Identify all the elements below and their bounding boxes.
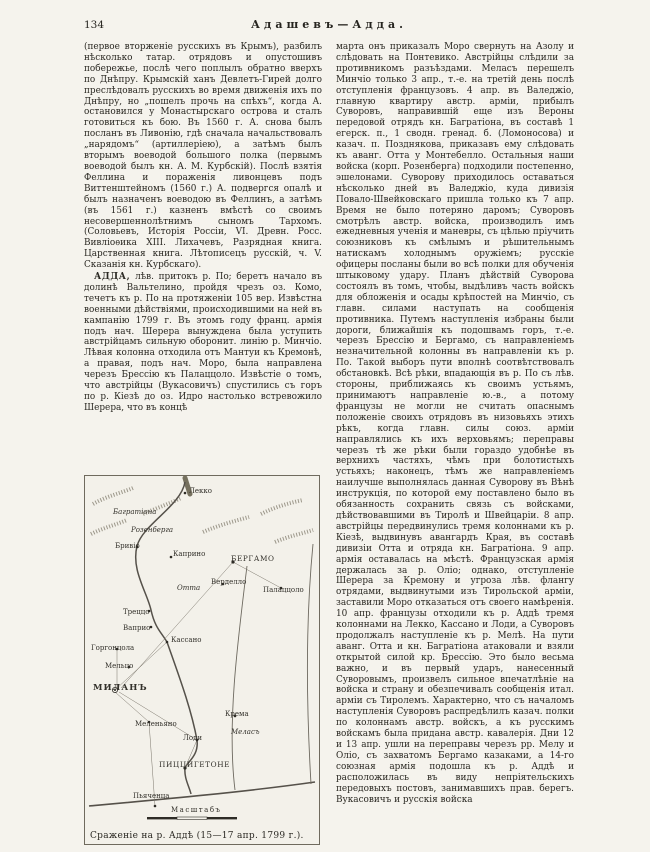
scale-bar — [147, 817, 237, 819]
battle-map-figure — [84, 475, 320, 845]
page-number: 134 — [84, 19, 105, 31]
map-label: БЕРГАМО — [231, 554, 275, 563]
map-label: Треццо — [123, 608, 150, 616]
map-label: Бривіо — [115, 542, 140, 550]
map-label: Багратіона — [113, 508, 157, 516]
river-serio — [232, 566, 247, 790]
river-oglio — [308, 544, 314, 784]
map-label: Ваприо — [123, 624, 151, 632]
map-label: Мельцо — [105, 662, 134, 670]
map-label: Крема — [225, 710, 249, 718]
running-title: Адашевъ—Адда. — [251, 18, 407, 31]
map-label: ПИЦЦИГЕТОНЕ — [159, 760, 231, 769]
battle-map-drawing — [85, 476, 319, 844]
map-label: Горгонцола — [91, 644, 135, 652]
right-column-text — [336, 42, 574, 842]
river-po — [89, 782, 315, 806]
entry-headword: АДДА, — [94, 272, 131, 283]
two-column-text — [84, 42, 574, 845]
left-column-text — [84, 42, 322, 470]
map-label: Каприно — [173, 550, 206, 558]
map-label: Отта — [177, 584, 201, 592]
map-label: Розенберга — [131, 526, 174, 534]
map-label: МИЛАНЪ — [93, 683, 148, 693]
map-label: Пьяченца — [133, 792, 170, 800]
map-label: Масштабъ — [171, 806, 222, 814]
map-caption: Сраженіе на р. Аддѣ (15—17 апр. 1799 г.). — [90, 831, 304, 841]
map-label: Лекко — [189, 487, 212, 495]
map-label: Меласъ — [231, 728, 260, 736]
right-column — [336, 42, 574, 845]
map-label: Палаццоло — [263, 586, 304, 594]
map-label: Верделло — [211, 578, 247, 586]
left-column — [84, 42, 322, 845]
map-label: Кассано — [171, 636, 202, 644]
map-label: Лоди — [183, 734, 203, 742]
running-header — [84, 18, 574, 36]
entry-body: лѣв. притокъ р. По; беретъ начало въ долинѣ Вальтелино, пройдя чрезъ оз. Комо, течетъ къ р. По на протяженіи 105 вер. Извѣстна военными дѣйствіями, происходившими на ней въ кампанію 1799 г. Въ этомъ году франц. армія подъ нач. Шерера вынуждена была уступить австрійцамъ сильную оборонит. линію р. Минчіо. Лѣвая колонна отходила отъ Мантуи къ Кремонѣ, а правая, подъ нач. Моро, была направлена черезъ Брессію къ Палаццоло. Извѣстіе о томъ, что австрійцы (Вукасовичъ) спустились съ горъ по р. Кіезѣ до оз. Идро настолько встревожило Шерера, что въ концѣ — [84, 272, 322, 413]
paragraph-adda-entry — [84, 272, 322, 414]
paragraph-adda-campaign: марта онъ приказалъ Моро свернуть на Азолу и слѣдовать на Понтевико. Австрійцы слѣдили за противникомъ разъѣздами. Меласъ перешелъ Минчіо только 3 апр., т.-е. на третій день послѣ отступленія французовъ. 4 апр. въ Валеджіо, главную квартиру австр. арміи, прибылъ Суворовъ, направившій еще изъ Вероны передовой отрядъ кн. Багратіона, въ составѣ 1 егерск. п., 1 сводн. гренад. б. (Ломоносова) и казач. п. Позднякова, приказавъ ему слѣдовать къ аванг. Отта у Монтебелло. Остальныя наши войска (корп. Розенберга) подходили постепенно, эшелонами. Суворову приходилось оставаться нѣсколько дней въ Валеджіо, куда дивизія Повало-Швейковскаго пришла только къ 7 апр. Время не было потеряно даромъ; Суворовъ смотрѣлъ австр. войска, производилъ имъ ежедневныя ученія и маневры, съ цѣлью пріучить союзниковъ къ смѣлымъ и рѣшительнымъ натискамъ холоднымъ оружіемъ; русскіе офицеры посланы были во всѣ полки для обученія штыковому удару. Планъ дѣйствій Суворова состоялъ въ томъ, чтобы, выдѣливъ часть войскъ для обложенія и осады крѣпостей на Минчіо, съ главн. силами наступать на сообщенія противника. Путемъ наступленія избраны были дороги, ближайшія къ подошвамъ горъ, т.-е. черезъ Брессію и Бергамо, съ направленіемъ незначительной колонны въ направленіи къ р. По. Такой выборъ пути вполнѣ соотвѣтствовалъ обстановкѣ. Всѣ рѣки, впадающія въ р. По съ лѣв. стороны, приближаясь къ своимъ устьямъ, принимаютъ направленіе ю.-в., а потому французы не могли не считать опаснымъ положеніе своихъ отрядовъ въ низовьяхъ этихъ рѣкъ, когда главн. силы союз. арміи направлялись къ ихъ верховьямъ; переправы черезъ тѣ же рѣки были гораздо удобнѣе въ верхнихъ частяхъ, чѣмъ при болотистыхъ устьяхъ; наконецъ, тѣмъ же направленіемъ наилучше выполнялась данная Суворову въ Вѣнѣ инструкція, по которой ему поставлено было въ обязанность сохранить связь съ войсками, дѣйствовавшими въ Тиролѣ и Швейцаріи. 8 апр. австрійцы передвинулись тремя колоннами къ р. Кіезѣ, выдвинувъ авангардъ Края, въ составѣ дивизіи Отта и отряда кн. Багратіона. 9 апр. армія оставалась на мѣстѣ. Французская армія держалась за р. Оліо; однако, отступленіе Шерера за Кремону и угроза лѣв. флангу отрядами, выдвинутыми изъ Тирольской арміи, заставили Моро отказаться отъ своего намѣренія. 10 апр. французы отходили къ р. Аддѣ тремя колоннами на Лекко, Кассано и Лоди, а Суворовъ продолжалъ наступленіе къ р. Мелѣ. На пути аванг. Отта и кн. Багратіона атаковали и взяли открытой силой кр. Брессію. Это было весьма важно, и въ первый ударъ, нанесенный Суворовымъ, произвелъ сильное впечатлѣніе на войска и страну и обезпечивалъ сообщенія итал. арміи съ Тиролемъ. Характерно, что съ началомъ наступленія Суворовъ распредѣлилъ казач. полки по колоннамъ австр. войскъ, а къ русскимъ войскамъ была придана австр. кавалерія. Дни 12 и 13 апр. ушли на переправы черезъ рр. Мелу и Оліо, съ захватомъ Бергамо казаками, а 14-го союзная армія подошла къ р. Аддѣ и расположилась въ виду непріятельскихъ передовыхъ постовъ, занимавшихъ прав. берегъ. Вукасовичъ и русскія войска — [336, 42, 574, 805]
paragraph-adashev-continuation: (первое вторженіе русскихъ въ Крымъ), разбилъ нѣсколько татар. отрядовъ и опустошивъ побережье, послѣ чего поплылъ обратно вверхъ по Днѣпру. Крымскій ханъ Девлетъ-Гирей долго преслѣдовалъ русскихъ во время движенія ихъ по Днѣпру, но „пошелъ прочь на спѣхъ“, когда А. остановился у Монастырскаго острова и сталъ готовиться къ бою. Въ 1560 г. А. снова былъ посланъ въ Ливонію, гдѣ сначала начальствовалъ „нарядомъ“ (артиллеріею), а затѣмъ былъ вторымъ воеводой большого полка (первымъ воеводой былъ кн. А. М. Курбскій). Послѣ взятія Феллина и пораженія ливонцевъ подъ Виттенштейномъ (1560 г.) А. подвергся опалѣ и былъ назначенъ воеводою въ Феллинъ, а затѣмъ (въ 1561 г.) казненъ вмѣстѣ со своимъ несовершеннолѣтнимъ сыномъ Тархомъ. (Соловьевъ, Исторія Россіи, VI. Древн. Росс. Вивліоѳика XIII. Лихачевъ, Разрядная книга. Царственная книга. Лѣтописецъ русскій, ч. V. Сказанія кн. Курбскаго). — [84, 42, 322, 271]
map-label: Меленьяно — [135, 720, 177, 728]
